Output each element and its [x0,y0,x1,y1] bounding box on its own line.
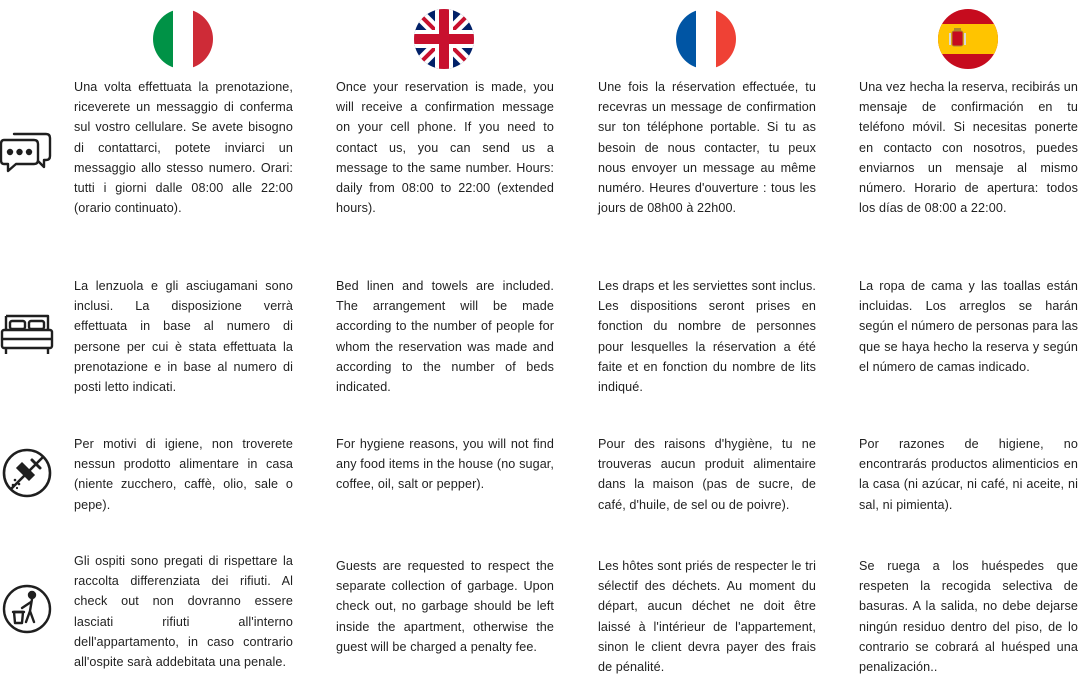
message-confirmation-text-french: Une fois la réservation effectuée, tu recevras un message de confirmation sur ton téléphone portable. Si tu as besoin de nous contacter, tu peux nous envoyer un message au même numéro. Heures d'ouverture : tous les jours de 08h00 à 22h00. [598,80,816,216]
message-confirmation-text-italian: Una volta effettuata la prenotazione, riceverete un messaggio di conferma sul vostro cellulare. Se avete bisogno di contattarci, potete inviarci un messaggio allo stesso numero. Orari: tutti i giorni dalle 08:00 alle 22:00 (orario continuato). [74,80,293,216]
hygiene-text-italian: Per motivi di igiene, non troverete nessun prodotto alimentare in casa (niente zucchero, caffè, olio, sale o pepe). [74,437,293,512]
message-confirmation-text-spanish: Una vez hecha la reserva, recibirás un mensaje de confirmación en tu teléfono móvil. Si necesitas ponerte en contacto con nosotros, puedes enviarnos un mensaje al mismo número. Horario de apertura: todos los días de 08:00 a 22:00. [859,80,1078,216]
hygiene-text-spanish: Por razones de higiene, no encontrarás productos alimenticios en la casa (ni azúcar, ni café, ni aceite, ni sal, ni pimienta). [859,437,1078,512]
garbage-text-english: Guests are requested to respect the separate collection of garbage. Upon check out, no garbage should be left inside the apartment, otherwise the guest will be charged a penalty fee. [336,559,554,654]
bed-icon [0,306,54,360]
garbage-text-italian: Gli ospiti sono pregati di rispettare la raccolta differenziata dei rifiuti. Al check out non dovranno essere lasciati rifiuti all'interno dell'appartamento, in caso contrario all'ospite sarà addebitata una penale. [74,554,293,670]
no-food-icon [0,446,54,500]
bed-linen-text-english: Bed linen and towels are included. The arrangement will be made according to the number of people for whom the reservation was made and according to the number of beds indicated. [336,279,554,395]
france-flag-icon [676,9,736,69]
bed-linen-text-spanish: La ropa de cama y las toallas están incluidas. Los arreglos se harán según el número de personas para las que se haya hecho la reserva y según el número de camas indicado. [859,279,1078,374]
bed-linen-text-french: Les draps et les serviettes sont inclus. Les dispositions seront prises en fonction du nombre de personnes pour lesquelles la réservation a été faite et en fonction du nombre de lits indiqué. [598,279,816,395]
message-confirmation-text-english: Once your reservation is made, you will receive a confirmation message on your cell phone. If you need to contact us, you can send us a message to the same number. Hours: daily from 08:00 to 22:00 (extended hours). [336,80,554,216]
bed-linen-text-italian: La lenzuola e gli asciugamani sono inclusi. La disposizione verrà effettuata in base al numero di persone per cui è stata effettuata la prenotazione e in base al numero di posti letto indicati. [74,279,293,395]
hygiene-text-french: Pour des raisons d'hygiène, tu ne trouveras aucun produit alimentaire dans la maison (pas de sucre, de café, d'huile, de sel ou de poivre). [598,437,816,512]
garbage-text-french: Les hôtes sont priés de respecter le tri sélectif des déchets. Au moment du départ, aucun déchet ne doit être laissé à l'intérieur de l'appartement, sinon le client devra payer des frais de pénalité. [598,559,816,675]
garbage-text-spanish: Se ruega a los huéspedes que respeten la recogida selectiva de basuras. A la salida, no debe dejarse ningún residuo dentro del piso, de lo contrario se cobrará al huésped una penalización.. [859,559,1078,675]
recycling-bin-icon [0,582,54,636]
italy-flag-icon [153,9,213,69]
chat-bubbles-icon [0,124,54,178]
hygiene-text-english: For hygiene reasons, you will not find any food items in the house (no sugar, coffee, oil, salt or pepper). [336,437,554,492]
spain-flag-icon [938,9,998,69]
uk-flag-icon [414,9,474,69]
